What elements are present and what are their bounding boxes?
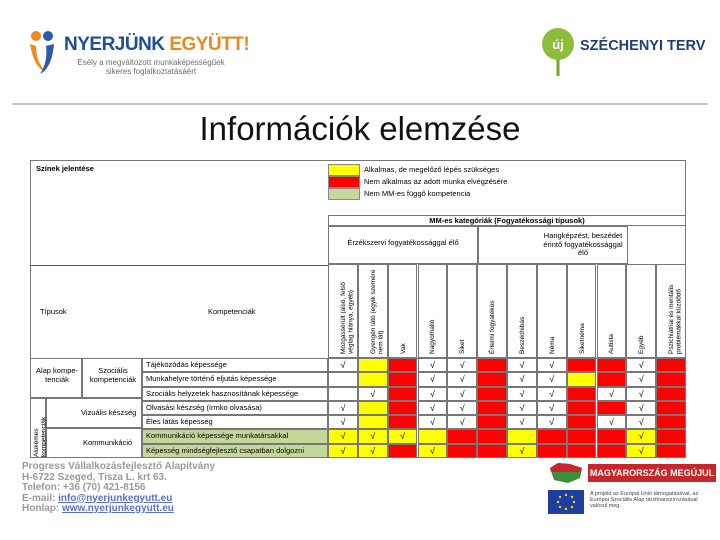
column-header: Autista <box>597 264 627 358</box>
matrix-cell <box>537 358 567 372</box>
check-mark: √ <box>638 360 644 370</box>
hungary-map-icon <box>548 460 584 486</box>
org-address: H-6722 Szeged, Tisza L. krt 63. <box>22 471 167 483</box>
competency-row-label: Kommunikáció képessége munkatársakkal <box>142 429 328 443</box>
check-mark: √ <box>429 388 435 399</box>
check-mark: √ <box>519 388 525 399</box>
competency-table <box>30 160 686 458</box>
matrix-cell <box>626 387 656 401</box>
matrix-cell <box>567 387 597 401</box>
matrix-cell <box>477 401 507 415</box>
matrix-cell <box>597 387 627 401</box>
competency-row-label: Olvasási készség (írmko olvasása) <box>142 401 328 415</box>
matrix-cell <box>328 444 358 458</box>
magyarorszag-megujul-logo <box>548 460 718 486</box>
szechenyi-terv-logo <box>538 24 718 84</box>
matrix-cell <box>447 444 477 458</box>
column-header: Mozgássérült (alsó, felső végtag hiánya, egyéb) <box>328 264 358 358</box>
email-link[interactable]: info@nyerjunkegyutt.eu <box>58 492 173 504</box>
check-mark: √ <box>519 360 525 370</box>
check-mark: √ <box>549 374 555 385</box>
matrix-cell <box>567 358 597 372</box>
matrix-cell <box>567 415 597 429</box>
matrix-cell <box>388 372 418 386</box>
matrix-cell <box>507 358 537 372</box>
check-mark: √ <box>340 431 346 442</box>
check-mark: √ <box>370 431 376 442</box>
matrix-cell <box>388 415 418 429</box>
matrix-cell <box>358 415 388 429</box>
check-mark: √ <box>340 360 346 370</box>
check-mark: √ <box>549 417 555 428</box>
check-mark: √ <box>638 388 644 399</box>
rule <box>30 265 328 266</box>
check-mark: √ <box>638 417 644 428</box>
matrix-cell <box>567 444 597 458</box>
check-mark: √ <box>638 374 644 385</box>
check-mark: √ <box>340 445 346 456</box>
check-mark: √ <box>549 360 555 370</box>
brand-tagline: Esély a megváltozott munkaképességűek sikeres foglalkoztatásáért <box>77 58 225 76</box>
type-group-other: Alukémes kompetenciák <box>30 398 46 458</box>
matrix-cell <box>626 429 656 443</box>
matrix-cell <box>418 358 448 372</box>
matrix-cell <box>358 358 388 372</box>
matrix-cell <box>328 401 358 415</box>
matrix-cell <box>567 401 597 415</box>
competency-row-label: Szociális helyzetek hasznosítának képessége <box>142 387 328 401</box>
column-header: Siket <box>447 264 477 358</box>
matrix-cell <box>388 387 418 401</box>
org-name: Progress Vállalkozásfejlesztő Alapítvány <box>22 461 216 472</box>
check-mark: √ <box>370 445 376 456</box>
check-mark: √ <box>400 431 406 442</box>
check-mark: √ <box>370 388 376 399</box>
check-mark: √ <box>638 445 644 456</box>
column-header: Gyengén látó (egyik szemére nem lát) <box>358 264 388 358</box>
nyerjunk-egyutt-logo <box>24 28 250 82</box>
check-mark: √ <box>429 360 435 370</box>
matrix-cell <box>358 444 388 458</box>
matrix-cell <box>447 387 477 401</box>
matrix-cell <box>418 372 448 386</box>
matrix-cell <box>537 372 567 386</box>
matrix-cell <box>418 415 448 429</box>
matrix-cell <box>328 387 358 401</box>
matrix-cell <box>507 387 537 401</box>
column-header: Beszédhibás <box>507 264 537 358</box>
subgroup-speech: Hangképzést, beszédet érintő fogyatékossággal élő <box>478 226 628 264</box>
types-header: Típusok <box>40 307 67 316</box>
competency-row-label: Éles látás képesség <box>142 415 328 429</box>
column-header: Értelmi fogyatékos <box>477 264 507 358</box>
check-mark: √ <box>519 402 525 413</box>
matrix-cell <box>447 429 477 443</box>
check-mark: √ <box>429 417 435 428</box>
legend-swatch-green <box>328 188 360 200</box>
matrix-cell <box>388 358 418 372</box>
matrix-cell <box>418 401 448 415</box>
competencies-header: Kompetenciák <box>208 307 256 316</box>
matrix-cell <box>477 429 507 443</box>
check-mark: √ <box>340 417 346 428</box>
type-group-basic: Alap kompe-tenciák <box>30 358 82 398</box>
contact-block: Progress Vállalkozásfejlesztő Alapítvány H-6722 Szeged, Tisza L. krt 63. Telefon: +36 (70) 421-8156 E-mail: info@nyerjunkegyutt.eu Honlap: www.nyerjunkegyutt.eu <box>22 462 322 515</box>
check-mark: √ <box>608 417 614 428</box>
check-mark: √ <box>459 388 465 399</box>
matrix-cell <box>567 372 597 386</box>
header-divider <box>12 103 708 105</box>
matrix-cell <box>507 429 537 443</box>
matrix-cell <box>388 429 418 443</box>
subgroup-visual: Vizuális készség <box>46 398 142 428</box>
competency-row-label: Tájékozódás képessége <box>142 358 328 372</box>
mm-text: MAGYARORSZÁG MEGÚJUL <box>588 464 716 482</box>
legend-heading: Színek jelentése <box>36 164 94 173</box>
column-header: Néma <box>537 264 567 358</box>
column-header: Vak <box>388 264 418 358</box>
matrix-cell <box>656 444 686 458</box>
legend-swatch-yellow <box>328 164 360 176</box>
matrix-cell <box>626 401 656 415</box>
column-header: Nagyothalló <box>418 264 448 358</box>
matrix-cell <box>328 372 358 386</box>
matrix-cell <box>537 444 567 458</box>
check-mark: √ <box>638 402 644 413</box>
matrix-cell <box>418 429 448 443</box>
matrix-cell <box>626 415 656 429</box>
szechenyi-mark: új <box>552 37 564 52</box>
check-mark: √ <box>429 402 435 413</box>
matrix-cell <box>597 415 627 429</box>
matrix-cell <box>477 372 507 386</box>
check-mark: √ <box>519 445 525 456</box>
column-header: Egyéb <box>626 264 656 358</box>
matrix-cell <box>597 444 627 458</box>
matrix-cell <box>507 415 537 429</box>
website-link[interactable]: www.nyerjunkegyutt.eu <box>62 503 174 514</box>
check-mark: √ <box>549 388 555 399</box>
szechenyi-leaf-icon <box>538 24 578 80</box>
szechenyi-name: SZÉCHENYI TERV <box>580 38 706 54</box>
check-mark: √ <box>459 417 465 428</box>
matrix-cell <box>328 415 358 429</box>
legend-item: Nem MM-es függő kompetencia <box>364 189 471 198</box>
matrix-cell <box>447 401 477 415</box>
check-mark: √ <box>459 360 465 370</box>
eu-support-text: A projekt az Európai Unió támogatásával, az Európai Szociális Alap társfinanszírozásával valósul meg. <box>590 491 699 510</box>
subgroup-sensory: Érzékszervi fogyatékossággal élő <box>328 226 478 264</box>
matrix-cell <box>358 429 388 443</box>
matrix-cell <box>597 372 627 386</box>
matrix-cell <box>656 415 686 429</box>
eu-support-logo <box>548 490 718 516</box>
legend-item: Alkalmas, de megelőző lépés szükséges <box>364 165 500 174</box>
matrix-cell <box>328 358 358 372</box>
check-mark: √ <box>459 374 465 385</box>
matrix-cell <box>597 358 627 372</box>
check-mark: √ <box>608 388 614 399</box>
matrix-cell <box>358 401 388 415</box>
matrix-cell <box>537 429 567 443</box>
matrix-cell <box>447 415 477 429</box>
matrix-cell <box>656 372 686 386</box>
check-mark: √ <box>429 374 435 385</box>
matrix-cell <box>447 372 477 386</box>
mm-category-header: MM-es kategóriák (Fogyatékossági típusok) <box>328 215 686 226</box>
check-mark: √ <box>459 402 465 413</box>
matrix-cell <box>537 415 567 429</box>
matrix-cell <box>477 444 507 458</box>
matrix-cell <box>388 401 418 415</box>
matrix-cell <box>537 401 567 415</box>
check-mark: √ <box>429 445 435 456</box>
matrix-cell <box>447 358 477 372</box>
eu-flag-icon <box>548 490 584 514</box>
check-mark: √ <box>519 374 525 385</box>
matrix-cell <box>597 429 627 443</box>
matrix-cell <box>656 387 686 401</box>
matrix-cell <box>537 387 567 401</box>
matrix-cell <box>626 358 656 372</box>
matrix-cell <box>567 429 597 443</box>
matrix-cell <box>507 401 537 415</box>
matrix-cell <box>507 444 537 458</box>
column-header: Pszichiátriai és mentális problémákkal küzdődő <box>656 264 686 358</box>
matrix-cell <box>656 401 686 415</box>
matrix-cell <box>477 415 507 429</box>
matrix-cell <box>597 401 627 415</box>
competency-row-label: Munkahelyre történő eljutás képessége <box>142 372 328 386</box>
check-mark: √ <box>340 402 346 413</box>
brand-name: NYERJÜNK EGYÜTT! <box>64 34 250 55</box>
matrix-cell <box>358 387 388 401</box>
org-phone: Telefon: +36 (70) 421-8156 <box>22 482 146 493</box>
check-mark: √ <box>638 431 644 442</box>
check-mark: √ <box>549 402 555 413</box>
matrix-cell <box>656 429 686 443</box>
matrix-cell <box>477 387 507 401</box>
legend-item: Nem alkalmas az adott munka elvégzésére <box>364 177 508 186</box>
matrix-cell <box>626 444 656 458</box>
subgroup-communication: Kommunikáció <box>46 428 142 458</box>
people-logo-icon <box>24 28 60 78</box>
matrix-cell <box>358 372 388 386</box>
matrix-cell <box>507 372 537 386</box>
competency-row-label: Képesség mindségfejlesztő csapatban dolgozni <box>142 444 328 458</box>
page-title: Információk elemzése <box>199 110 521 147</box>
matrix-cell <box>626 372 656 386</box>
matrix-cell <box>328 429 358 443</box>
matrix-cell <box>388 444 418 458</box>
matrix-cell <box>418 444 448 458</box>
subgroup-social: Szociális kompetenciák <box>82 358 142 398</box>
matrix-cell <box>477 358 507 372</box>
legend-swatch-red <box>328 176 360 188</box>
matrix-cell <box>418 387 448 401</box>
column-header: Siketnéma <box>567 264 597 358</box>
matrix-cell <box>656 358 686 372</box>
check-mark: √ <box>519 417 525 428</box>
